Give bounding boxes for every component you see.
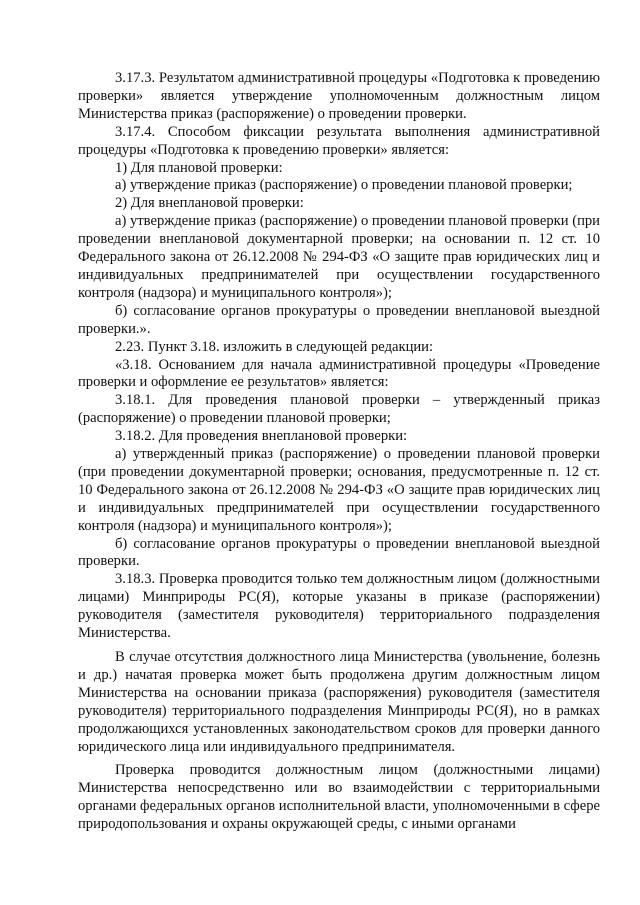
paragraph-unplanned-check-a: а) утверждение приказ (распоряжение) о проведении плановой проверки (при проведении внеплановой документарной проверки; на основании п. 12 ст. 10 Федерального закона от 26.12.2008 № 294-ФЗ «О защите прав юридических лиц и индивидуальных предпринимателей при осуществлении государственного контроля (надзора) и муниципального контроля»); [78, 213, 600, 301]
document-page [78, 70, 600, 834]
paragraph-3-18-1: 3.18.1. Для проведения плановой проверки – утвержденный приказ (распоряжение) о проведении плановой проверки; [78, 392, 600, 427]
paragraph-unplanned-check-b: б) согласование органов прокуратуры о проведении внеплановой выездной проверки.». [78, 302, 600, 337]
paragraph-3-18-2-b: б) согласование органов прокуратуры о проведении внеплановой выездной проверки. [78, 535, 600, 570]
paragraph-2-23: 2.23. Пункт 3.18. изложить в следующей редакции: [115, 338, 434, 355]
paragraph-3-18: «3.18. Основанием для начала административной процедуры «Проведение проверки и оформление ее результатов» является: [78, 356, 600, 391]
paragraph-planned-check-a: а) утверждение приказ (распоряжение) о проведении плановой проверки; [115, 177, 573, 194]
paragraph-absence-case: В случае отсутствия должностного лица Министерства (увольнение, болезнь и др.) начатая проверка может быть продолжена другим должностным лицом Министерства на основании приказа (распоряжения) руководителя (заместителя руководителя) территориального подразделения Минприроды РС(Я), но в рамках продолжающихся установленных законодательством сроков для проверки данного юридического лица или индивидуального предпринимателя. [78, 649, 600, 755]
paragraph-3-18-2-a: а) утвержденный приказ (распоряжение) о проведении плановой проверки (при проведении документарной проверки; основания, предусмотренные п. 12 ст. 10 Федерального закона от 26.12.2008 № 294-ФЗ «О защите прав юридических лиц и индивидуальных предпринимателей при осуществлении государственного контроля (надзора) и муниципального контроля»); [78, 446, 600, 534]
paragraph-3-18-3: 3.18.3. Проверка проводится только тем должностным лицом (должностными лицами) Минприроды РС(Я), которые указаны в приказе (распоряжении) руководителя (заместителя руководителя) территориального подразделения Министерства. [78, 571, 600, 642]
paragraph-planned-check-heading: 1) Для плановой проверки: [115, 159, 283, 176]
paragraph-3-17-3: 3.17.3. Результатом административной процедуры «Подготовка к проведению проверки» является утверждение уполномоченным должностным лицом Министерства приказ (распоряжение) о проведении проверки. [78, 70, 600, 122]
paragraph-unplanned-check-heading: 2) Для внеплановой проверки: [115, 195, 304, 212]
paragraph-check-interaction: Проверка проводится должностным лицом (должностными лицами) Министерства непосредственно или во взаимодействии с территориальными органами федеральных органов исполнительной власти, уполномоченными в сфере природопользования и охраны окружающей среды, с иными органами [78, 762, 600, 833]
paragraph-3-18-2: 3.18.2. Для проведения внеплановой проверки: [115, 428, 408, 445]
paragraph-3-17-4: 3.17.4. Способом фиксации результата выполнения административной процедуры «Подготовка к проведению проверки» является: [78, 123, 600, 158]
